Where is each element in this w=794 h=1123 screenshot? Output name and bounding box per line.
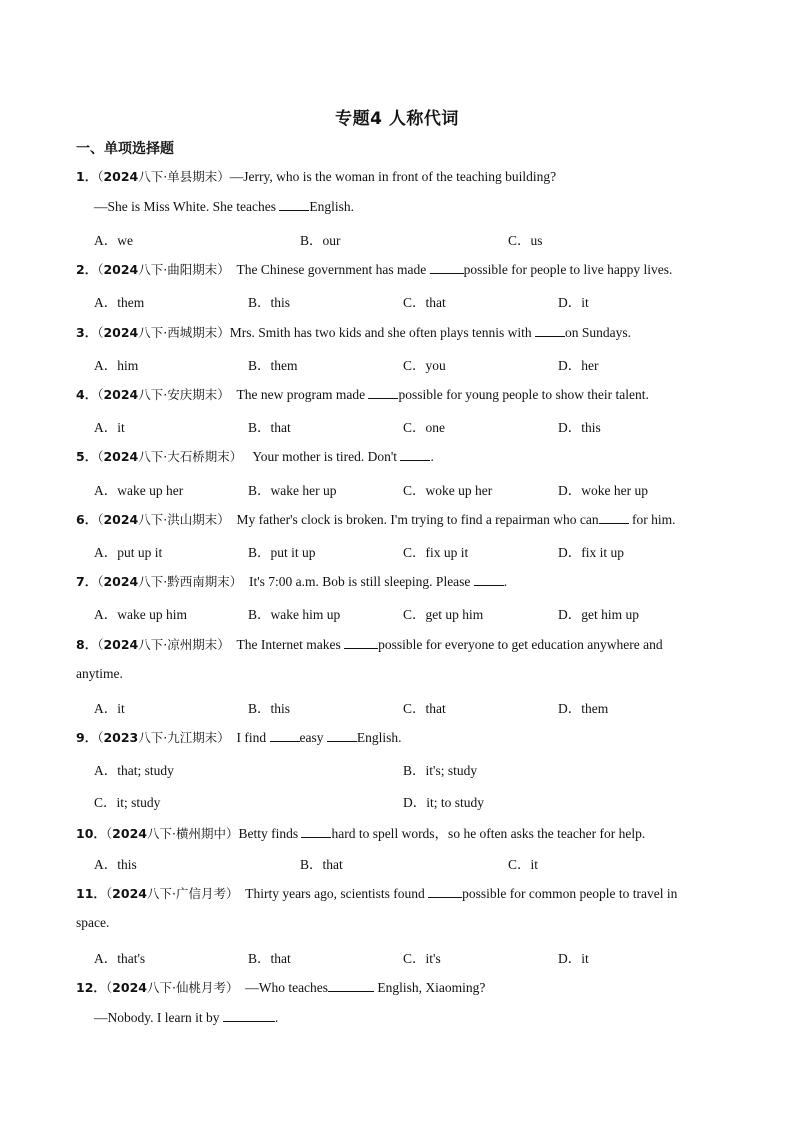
option-b: B．this [248, 295, 291, 310]
question-text: possible for people to live happy lives. [463, 262, 673, 277]
question-source: （2024八下·黔西南期末） [97, 574, 243, 589]
question-text: possible for common people to travel in [462, 886, 678, 901]
question-9 [76, 728, 402, 746]
question-text: . [503, 574, 508, 589]
question-3 [76, 323, 631, 341]
question-text: —Nobody. I learn it by [94, 1010, 223, 1025]
question-source: （2024八下·凉州期末） [97, 637, 230, 652]
question-text: I find [236, 730, 270, 745]
option-b: B．that [300, 857, 343, 872]
question-text: Thirty years ago, scientists found [245, 886, 429, 901]
option-a: A．this [94, 857, 137, 872]
question-text: It's 7:00 a.m. Bob is still sleeping. Please [249, 574, 474, 589]
question-source: （2024八下·西城期末） [97, 325, 230, 340]
question-number: 7． [76, 574, 98, 589]
option-b: B．them [248, 358, 298, 373]
option-a: A．it [94, 701, 125, 716]
question-text: easy [299, 730, 327, 745]
option-d: D．it [558, 951, 589, 966]
question-text: . [430, 449, 434, 464]
option-b: B．that [248, 420, 291, 435]
question-text: for him. [628, 512, 676, 527]
question-number: 3． [76, 325, 98, 340]
question-1-line2 [94, 198, 354, 215]
option-d: D．woke her up [558, 483, 648, 498]
question-5 [76, 447, 434, 465]
question-text: My father's clock is broken. I'm trying to find a repairman who can [236, 512, 599, 527]
option-d: D．it [558, 295, 589, 310]
option-c: C．that [403, 701, 446, 716]
question-text: English, Xiaoming? [374, 980, 486, 995]
question-text: The Chinese government has made [236, 262, 430, 277]
question-text: Mrs. Smith has two kids and she often plays tennis with [229, 325, 535, 340]
option-d: D．her [558, 358, 599, 373]
option-c: C．woke up her [403, 483, 493, 498]
page-title: 专题4 人称代词 [335, 109, 459, 129]
question-text: possible for young people to show their talent. [398, 387, 649, 402]
answer-blank [301, 825, 331, 838]
option-c: C．that [403, 295, 446, 310]
option-c: C．us [508, 233, 543, 248]
option-b: B．this [248, 701, 291, 716]
option-c: C．it [508, 857, 539, 872]
option-c: C．it's [403, 951, 441, 966]
question-number: 12． [76, 980, 106, 995]
option-a: A．that; study [94, 763, 174, 778]
question-number: 1． [76, 169, 98, 184]
question-text: Your mother is tired. Don't [252, 449, 401, 464]
option-d: D．get him up [558, 607, 639, 622]
question-source: （2024八下·横州期中） [105, 826, 239, 841]
question-12-line2 [94, 1009, 278, 1026]
section-heading: 一、单项选择题 [76, 141, 174, 157]
question-text: . [274, 1010, 279, 1025]
question-text: possible for everyone to get education anywhere and [378, 637, 663, 652]
answer-blank [270, 729, 300, 742]
option-d: D．it; to study [403, 795, 485, 810]
question-number: 8． [76, 637, 98, 652]
question-text: on Sundays. [564, 325, 631, 340]
option-d: D．them [558, 701, 609, 716]
question-11-line2: space. [76, 915, 110, 930]
option-a: A．them [94, 295, 145, 310]
question-number: 5． [76, 449, 98, 464]
option-c: C．get up him [403, 607, 484, 622]
option-c: C．it; study [94, 795, 161, 810]
answer-blank [279, 198, 309, 211]
question-text: —She is Miss White. She teaches [94, 199, 280, 214]
option-a: A．that's [94, 951, 146, 966]
option-b: B．put it up [248, 545, 316, 560]
option-b: B．wake him up [248, 607, 341, 622]
question-4 [76, 385, 649, 403]
answer-blank [344, 636, 378, 649]
question-8-line2: anytime. [76, 666, 123, 681]
question-number: 4． [76, 387, 98, 402]
question-12 [76, 978, 485, 996]
question-source: （2024八下·曲阳期末） [97, 262, 230, 277]
option-c: C．one [403, 420, 445, 435]
question-source: （2023八下·九江期末） [97, 730, 230, 745]
answer-blank [328, 979, 374, 992]
option-d: D．this [558, 420, 601, 435]
answer-blank [327, 729, 357, 742]
question-1 [76, 167, 556, 185]
answer-blank [223, 1009, 275, 1022]
answer-blank [400, 448, 430, 461]
question-source: （2024八下·大石桥期末） [97, 449, 243, 464]
question-number: 10． [76, 826, 106, 841]
question-source: （2024八下·仙桃月考） [105, 980, 239, 995]
answer-blank [474, 573, 504, 586]
option-c: C．you [403, 358, 446, 373]
question-text: Betty finds [238, 826, 302, 841]
answer-blank [368, 386, 398, 399]
question-text: —Jerry, who is the woman in front of the teaching building? [229, 169, 557, 184]
question-number: 9． [76, 730, 98, 745]
question-text: —Who teaches [245, 980, 329, 995]
option-b: B．it's; study [403, 763, 478, 778]
question-text: The Internet makes [236, 637, 345, 652]
question-text: English. [309, 199, 354, 214]
option-a: A．wake up him [94, 607, 187, 622]
question-number: 11． [76, 886, 106, 901]
question-source: （2024八下·安庆期末） [97, 387, 230, 402]
option-d: D．fix it up [558, 545, 624, 560]
question-text: The new program made [236, 387, 369, 402]
option-c: C．fix up it [403, 545, 469, 560]
option-b: B．our [300, 233, 341, 248]
question-2 [76, 260, 672, 278]
question-source: （2024八下·洪山期末） [97, 512, 230, 527]
option-a: A．him [94, 358, 139, 373]
option-a: A．we [94, 233, 133, 248]
question-source: （2024八下·广信月考） [105, 886, 239, 901]
question-7 [76, 572, 507, 590]
question-10 [76, 822, 645, 842]
option-b: B．wake her up [248, 483, 337, 498]
question-6 [76, 510, 676, 528]
answer-blank [599, 511, 629, 524]
answer-blank [535, 324, 565, 337]
question-number: 6． [76, 512, 98, 527]
answer-blank [430, 261, 464, 274]
question-8 [76, 635, 663, 653]
option-a: A．wake up her [94, 483, 184, 498]
question-text: hard to spell words，so he often asks the teacher for help. [331, 826, 646, 841]
question-number: 2． [76, 262, 98, 277]
option-a: A．it [94, 420, 125, 435]
question-source: （2024八下·单县期末） [97, 169, 230, 184]
option-b: B．that [248, 951, 291, 966]
answer-blank [428, 885, 462, 898]
question-11 [76, 884, 677, 902]
option-a: A．put up it [94, 545, 163, 560]
question-text: English. [356, 730, 402, 745]
